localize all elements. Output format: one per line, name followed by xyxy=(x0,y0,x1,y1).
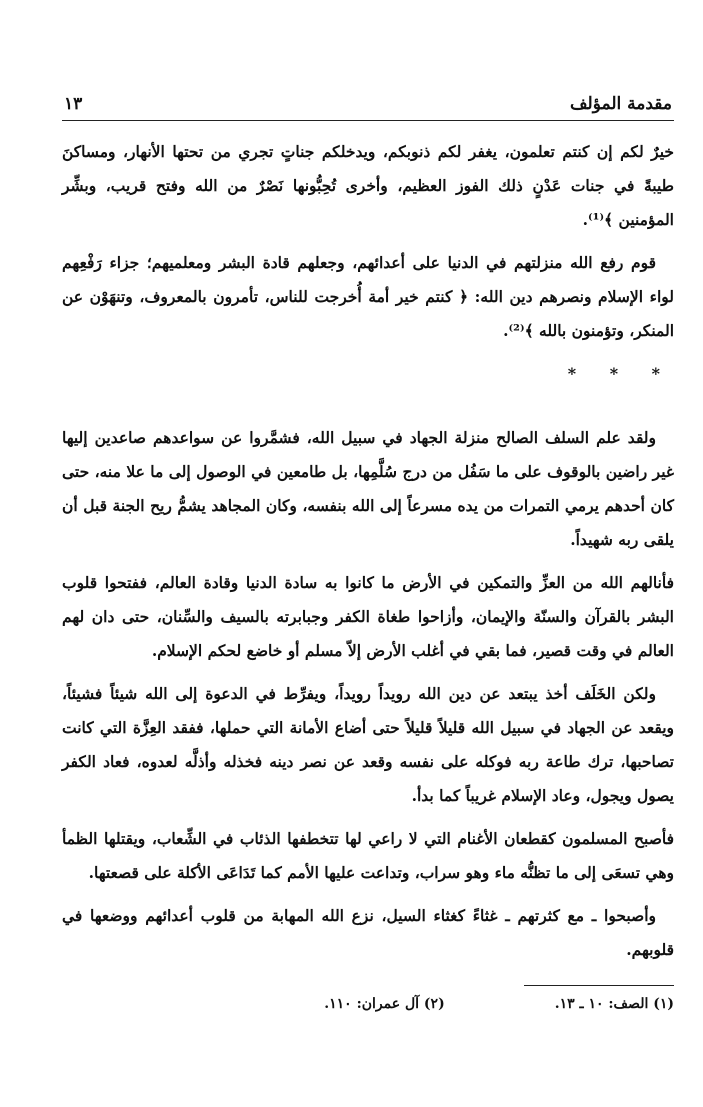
section-separator: * * * xyxy=(567,364,674,383)
footnotes xyxy=(62,985,674,1012)
paragraph-1: خيرٌ لكم إن كنتم تعلمون، يغفر لكم ذنوبكم، ويدخلكم جناتٍ تجري من تحتها الأنهار، ومساكنَ طيبةً في جنات عَدْنٍ ذلك الفوز العظيم، وأخرى تُحِبُّونها نَصْرٌ من الله وفتح قريب، وبشِّر المؤمنين ﴾⁽¹⁾. xyxy=(62,142,674,229)
paragraph-3: ولقد علم السلف الصالح منزلة الجهاد في سبيل الله، فشمَّروا عن سواعدهم صاعدين إليها غير راضين بالوقوف على ما سَفُل من درج سُلَّمِها، بل طامعين في الوصول إلى ما علا منه، حتى كان أحدهم يرمي التمرات من يده مسرعاً إلى الله بنفسه، وكان المجاهد يشمُّ ريح الجنة قبل أن يلقى ربه شهيداً. xyxy=(62,428,674,549)
chapter-title: مقدمة المؤلف xyxy=(569,94,672,114)
paragraph-4: فأنالهم الله من العزِّ والتمكين في الأرض ما كانوا به سادة الدنيا وقادة العالم، ففتحوا قلوب البشر بالقرآن والسنّة والإيمان، وأزاحوا طغاة الكفر وجبابرته بالسيف والسِّنان، حتى دان لهم العالم في وقت قصير، فما بقي في أغلب الأرض إلاّ مسلم أو خاضع لحكم الإسلام. xyxy=(62,573,674,660)
paragraph-5: ولكن الخَلَف أخذ يبتعد عن دين الله رويداً رويداً، ويفرِّط في الدعوة إلى الله شيئاً فشيئاً، ويقعد عن الجهاد في سبيل الله قليلاً قليلاً حتى أضاع الأمانة التي حملها، ففقد العِزَّة التي كانت تصاحبها، ترك طاعة ربه فوكله على نفسه وقعد عن نصر دينه فخذله وأذلَّه لعدوه، فعاد الكفر يصول ويجول، وعاد الإسلام غريباً كما بدأ. xyxy=(62,684,674,805)
paragraph-2: قوم رفع الله منزلتهم في الدنيا على أعدائهم، وجعلهم قادة البشر ومعلميهم؛ جزاء رَفْعِهم لواء الإسلام ونصرهم دين الله: ﴿ كنتم خير أمة أُخرجت للناس، تأمرون بالمعروف، وتنهَوْن عن المنكر، وتؤمنون بالله ﴾⁽²⁾. xyxy=(62,253,674,340)
page-body xyxy=(62,135,674,967)
paragraph-6: فأصبح المسلمون كقطعان الأغنام التي لا راعي لها تتخطفها الذئاب في الشِّعاب، ويقتلها الظمأ وهي تسعَى إلى ما تظنُّه ماء وهو سراب، وتداعت عليها الأمم كما تَدَاعَى الأكلة على قصعتها. xyxy=(62,829,674,882)
footnote-1: (١) الصف: ١٠ ـ ١٣. xyxy=(554,996,674,1012)
footnote-rule xyxy=(524,985,674,986)
footnote-row xyxy=(62,996,674,1012)
running-header xyxy=(62,80,674,121)
book-page xyxy=(62,80,674,1040)
footnote-2: (٢) آل عمران: ١١٠. xyxy=(324,996,445,1012)
paragraph-7: وأصبحوا ـ مع كثرتهم ـ غثاءً كغثاء السيل، نزع الله المهابة من قلوب أعدائهم ووضعها في قلوبهم. xyxy=(62,906,674,959)
page-number: ١٣ xyxy=(64,94,83,114)
